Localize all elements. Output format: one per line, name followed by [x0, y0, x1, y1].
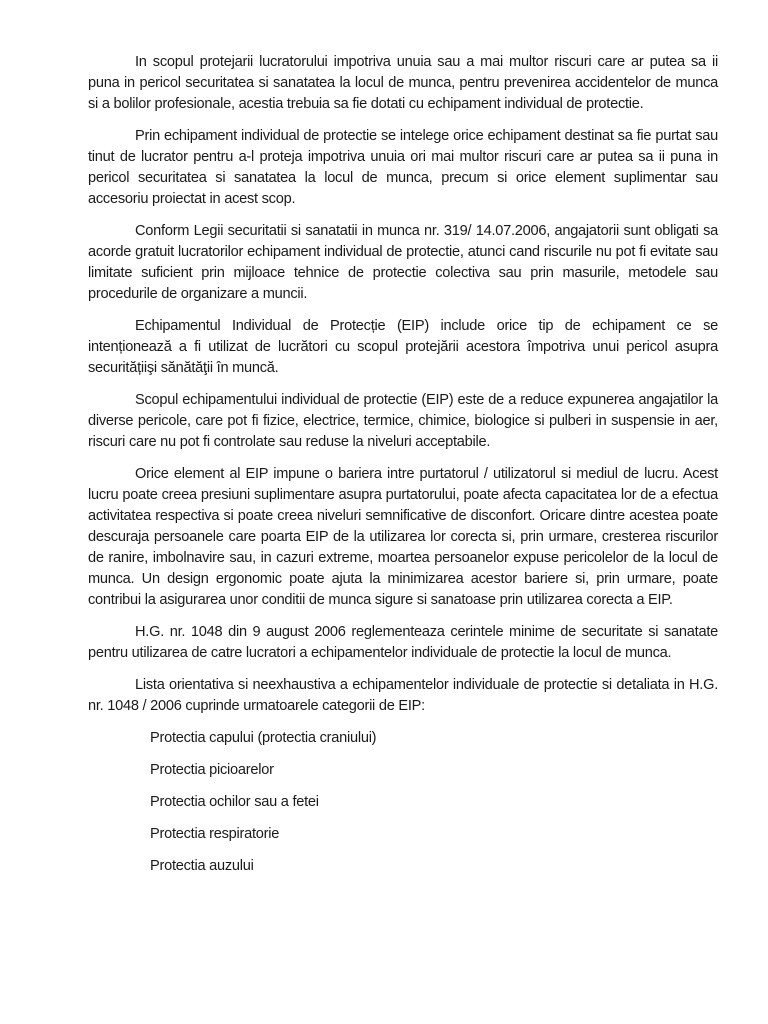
paragraph-law-319: Conform Legii securitatii si sanatatii in munca nr. 319/ 14.07.2006, angajatorii sunt obligati sa acorde gratuit lucratorilor echipament individual de protectie, atunci cand riscurile nu pot fi evitate sau limitate suficient prin mijloace tehnice de protectie colectiva sau prin masurile, metodele sau procedurile de organizare a muncii. [88, 223, 718, 302]
paragraph-eip-purpose: Scopul echipamentului individual de protectie (EIP) este de a reduce expunerea angajatilor la diverse pericole, care pot fi fizice, electrice, termice, chimice, biologice si pulberi in suspensie in aer, riscuri care nu pot fi controlate sau reduse la niveluri acceptabile. [88, 392, 718, 450]
list-item: Protectia capului (protectia craniului) [150, 730, 377, 746]
paragraph-eip-includes: Echipamentul Individual de Protecție (EIP) include orice tip de echipament ce se intenționează a fi utilizat de lucrători cu scopul protejării acestora împotriva unui pericol asupra securitățiişi sănătăţii în muncă. [88, 318, 718, 376]
list-item: Protectia respiratorie [150, 826, 280, 842]
paragraph-eip-barrier: Orice element al EIP impune o bariera intre purtatorul / utilizatorul si mediul de lucru. Acest lucru poate creea presiuni suplimentare asupra purtatorului, poate afecta capacitatea lor de a efectua activitatea respectiva si poate creea niveluri semnificative de disconfort. Oricare dintre acestea poate descuraja persoanele care poarta EIP de la utilizarea lor corecta si, prin urmare, cresterea riscurilor de ranire, imbolnavire sau, in cazuri extreme, moartea persoanelor expuse pericolelor de la locul de munca. Un design ergonomic poate ajuta la minimizarea acestor bariere si, prin urmare, poate contribui la asigurarea unor conditii de munca sigure si sanatoase prin utilizarea corecta a EIP. [88, 466, 718, 608]
paragraph-scope: In scopul protejarii lucratorului impotriva unuia sau a mai multor riscuri care ar putea sa ii puna in pericol securitatea si sanatatea la locul de munca, pentru prevenirea accidentelor de munca si a bolilor profesionale, acestia trebuia sa fie dotati cu echipament individual de protectie. [88, 54, 718, 112]
paragraph-definition: Prin echipament individual de protectie se intelege orice echipament destinat sa fie purtat sau tinut de lucrator pentru a-l proteja impotriva unuia ori mai multor riscuri care ar putea sa ii puna in pericol securitatea si sanatatea la locul de munca, precum si orice element suplimentar sau accesoriu proiectat in acest scop. [88, 128, 718, 207]
list-item: Protectia ochilor sau a fetei [150, 794, 319, 810]
paragraph-hg-1048: H.G. nr. 1048 din 9 august 2006 reglementeaza cerintele minime de securitate si sanatate pentru utilizarea de catre lucratori a echipamentelor individuale de protectie la locul de munca. [88, 624, 718, 661]
paragraph-category-list-intro: Lista orientativa si neexhaustiva a echipamentelor individuale de protectie si detaliata in H.G. nr. 1048 / 2006 cuprinde urmatoarele categorii de EIP: [88, 677, 718, 714]
list-item: Protectia auzului [150, 858, 254, 874]
list-item: Protectia picioarelor [150, 762, 274, 778]
document-page [88, 52, 718, 888]
eip-category-list [88, 728, 718, 877]
